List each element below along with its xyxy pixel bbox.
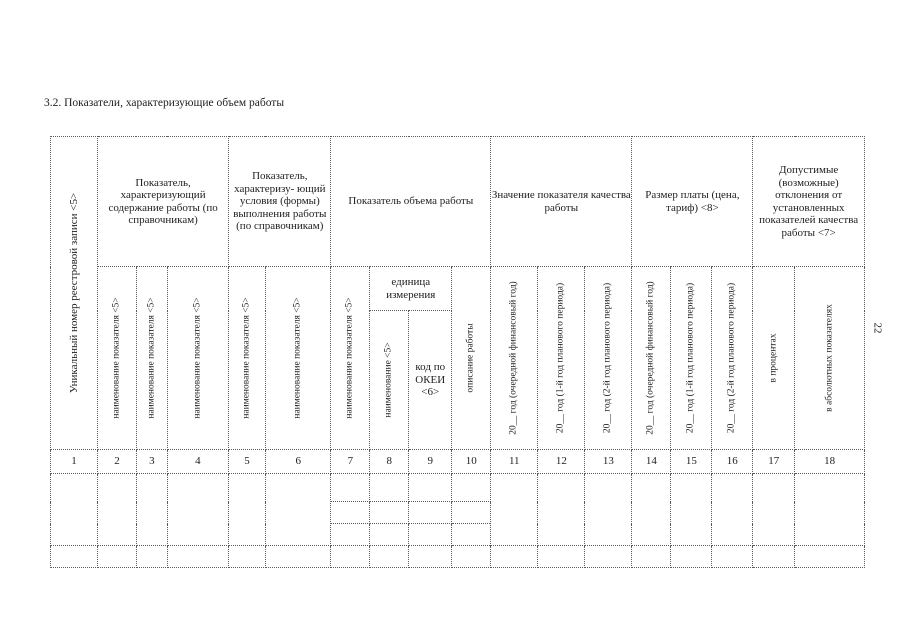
data-cell bbox=[452, 524, 491, 546]
col-number: 2 bbox=[98, 450, 137, 474]
col-number: 9 bbox=[409, 450, 452, 474]
col-number: 15 bbox=[671, 450, 712, 474]
data-cell bbox=[370, 502, 409, 524]
header-col-10: описание работы bbox=[452, 267, 491, 450]
col-number: 5 bbox=[229, 450, 266, 474]
data-cell bbox=[452, 474, 491, 502]
data-cell bbox=[136, 546, 167, 568]
data-cell bbox=[331, 474, 370, 502]
col-number: 17 bbox=[753, 450, 795, 474]
header-col-2: наименование показателя <5> bbox=[98, 267, 137, 450]
data-cell bbox=[167, 474, 228, 546]
header-col-6: наименование показателя <5> bbox=[265, 267, 331, 450]
data-cell bbox=[585, 474, 632, 546]
work-volume-table bbox=[50, 136, 865, 568]
col-number: 18 bbox=[795, 450, 865, 474]
header-content-group: Показатель, характеризующий содержание работы (по справочникам) bbox=[98, 137, 229, 267]
data-cell bbox=[265, 474, 331, 546]
data-cell bbox=[753, 546, 795, 568]
header-col-17: в процентах bbox=[753, 267, 795, 450]
col-number: 7 bbox=[331, 450, 370, 474]
data-cell bbox=[98, 474, 137, 546]
col-number: 13 bbox=[585, 450, 632, 474]
header-col-18: в абсолютных показателях bbox=[795, 267, 865, 450]
data-cell bbox=[409, 546, 452, 568]
col-number: 4 bbox=[167, 450, 228, 474]
col-number: 1 bbox=[51, 450, 98, 474]
data-cell bbox=[632, 546, 671, 568]
data-cell bbox=[370, 524, 409, 546]
header-col-7: наименование показателя <5> bbox=[331, 267, 370, 450]
data-cell bbox=[229, 474, 266, 546]
data-cell bbox=[795, 546, 865, 568]
data-cell bbox=[409, 474, 452, 502]
col-number: 11 bbox=[491, 450, 538, 474]
data-cell bbox=[409, 524, 452, 546]
data-cell bbox=[265, 546, 331, 568]
header-conditions-group: Показатель, характеризу- ющий условия (формы) выполнения работы (по справочникам) bbox=[229, 137, 331, 267]
header-col-14: 20__ год (очередной финансовый год) bbox=[632, 267, 671, 450]
header-col-13: 20__ год (2-й год планового периода) bbox=[585, 267, 632, 450]
data-cell bbox=[491, 474, 538, 546]
column-number-row bbox=[51, 450, 865, 474]
data-cell bbox=[331, 502, 370, 524]
data-cell bbox=[229, 546, 266, 568]
header-volume-group: Показатель объема работы bbox=[331, 137, 491, 267]
data-cell bbox=[585, 546, 632, 568]
header-col-9: код по ОКЕИ <6> bbox=[409, 311, 452, 450]
col-number: 10 bbox=[452, 450, 491, 474]
header-col-5: наименование показателя <5> bbox=[229, 267, 266, 450]
col-number: 3 bbox=[136, 450, 167, 474]
data-cell bbox=[98, 546, 137, 568]
data-cell bbox=[795, 474, 865, 546]
section-heading: 3.2. Показатели, характеризующие объем работы bbox=[44, 97, 285, 109]
data-cell bbox=[712, 474, 753, 546]
data-cell bbox=[452, 502, 491, 524]
header-col-15: 20__ год (1-й год планового периода) bbox=[671, 267, 712, 450]
data-cell bbox=[671, 546, 712, 568]
data-cell bbox=[491, 546, 538, 568]
data-cell bbox=[331, 546, 370, 568]
data-cell bbox=[136, 474, 167, 546]
header-deviation-group: Допустимые (возможные) отклонения от установленных показателей качества работы <7> bbox=[753, 137, 865, 267]
header-fee-group: Размер платы (цена, тариф) <8> bbox=[632, 137, 753, 267]
col-number: 12 bbox=[538, 450, 585, 474]
header-registry: Уникальный номер реестровой записи <5> bbox=[51, 137, 98, 450]
col-number: 8 bbox=[370, 450, 409, 474]
data-cell bbox=[51, 474, 98, 546]
header-col-12: 20__ год (1-й год планового периода) bbox=[538, 267, 585, 450]
header-col-16: 20__ год (2-й год планового периода) bbox=[712, 267, 753, 450]
data-cell bbox=[51, 546, 98, 568]
col-number: 14 bbox=[632, 450, 671, 474]
table-row bbox=[51, 474, 865, 502]
col-number: 6 bbox=[265, 450, 331, 474]
header-col-3: наименование показателя <5> bbox=[136, 267, 167, 450]
header-unit-group: единица измерения bbox=[370, 267, 452, 311]
header-col-8: наименование <5> bbox=[370, 311, 409, 450]
header-quality-group: Значение показателя качества работы bbox=[491, 137, 632, 267]
col-number: 16 bbox=[712, 450, 753, 474]
data-cell bbox=[632, 474, 671, 546]
data-cell bbox=[167, 546, 228, 568]
data-cell bbox=[370, 546, 409, 568]
data-cell bbox=[753, 474, 795, 546]
data-cell bbox=[452, 546, 491, 568]
table-row bbox=[51, 546, 865, 568]
data-cell bbox=[409, 502, 452, 524]
data-cell bbox=[331, 524, 370, 546]
header-col-4: наименование показателя <5> bbox=[167, 267, 228, 450]
data-cell bbox=[538, 546, 585, 568]
data-cell bbox=[370, 474, 409, 502]
header-col-11: 20__ год (очередной финансовый год) bbox=[491, 267, 538, 450]
page-number: 22 bbox=[871, 322, 884, 334]
data-cell bbox=[538, 474, 585, 546]
data-cell bbox=[712, 546, 753, 568]
data-cell bbox=[671, 474, 712, 546]
